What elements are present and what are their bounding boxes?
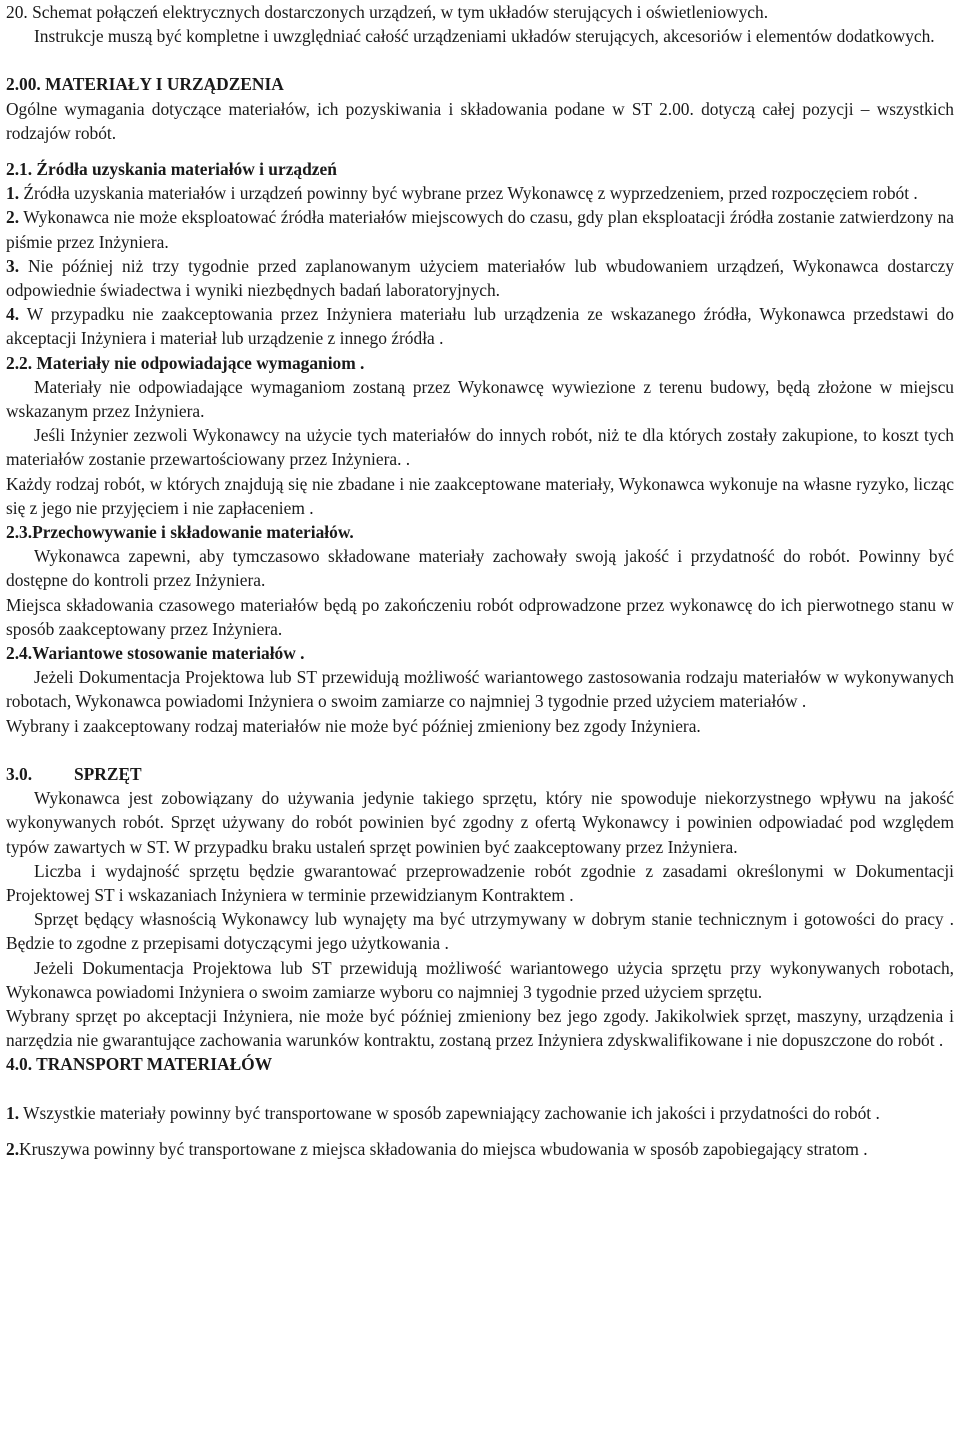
item-text: Wykonawca nie może eksploatować źródła materiałów miejscowych do czasu, gdy plan eksploatacji źródła zostanie zatwierdzony na piśmie przez Inżyniera. [6, 207, 954, 252]
paragraph: Jeśli Inżynier zezwoli Wykonawcy na użycie tych materiałów do innych robót, niż te dla których zostały zakupione, to koszt tych materiałów zostanie przewartościowany przez Inżyniera. . [6, 425, 954, 470]
item-text: Kruszywa powinny być transportowane z miejsca składowania do miejsca wbudowania w sposób zapobiegający stratom . [19, 1138, 868, 1159]
paragraph: Miejsca składowania czasowego materiałów będą po zakończeniu robót odprowadzone przez wykonawcę do ich pierwotnego stanu w sposób zaakceptowany przez Inżyniera. [6, 594, 954, 639]
section-number: 3.0. [6, 763, 33, 784]
paragraph [6, 181, 954, 205]
section-heading-2-3: 2.3.Przechowywanie i składowanie materiałów. [6, 522, 354, 543]
item-number: 2. [6, 207, 20, 228]
item-number: 3. [6, 255, 20, 276]
paragraph: Każdy rodzaj robót, w których znajdują się nie zbadane i nie zaakceptowane materiały, Wykonawca wykonuje na własne ryzyko, licząc się z jego nie przyjęciem i nie zapłaceniem . [6, 473, 954, 518]
paragraph [6, 1101, 954, 1125]
paragraph [6, 254, 954, 302]
item-text: Nie później niż trzy tygodnie przed zaplanowanym użyciem materiałów lub wbudowaniem urządzeń, Wykonawca dostarczy odpowiednie świadectwa i wyniki niezbędnych badań laboratoryjnych. [6, 255, 954, 301]
paragraph: Sprzęt będący własnością Wykonawcy lub wynajęty ma być utrzymywany w dobrym stanie technicznym i gotowości do pracy . Będzie to zgodne z przepisami dotyczącymi jego użytkowania . [6, 909, 954, 954]
paragraph: Wybrany i zaakceptowany rodzaj materiałów nie może być później zmieniony bez zgody Inżyniera. [6, 715, 701, 736]
item-number: 20. [6, 2, 28, 22]
item-number: 1. [6, 1102, 20, 1123]
paragraph: Materiały nie odpowiadające wymaganiom zostaną przez Wykonawcę wywiezione z terenu budowy, będą złożone w miejscu wskazanym przez Inżyniera. [6, 376, 954, 422]
section-title: SPRZĘT [74, 763, 142, 784]
item-text: W przypadku nie zaakceptowania przez Inżyniera materiału lub urządzenia ze wskazanego źródła, Wykonawca przedstawi do akceptacji Inżyniera i materiał lub urządzenie z innego źródła . [6, 304, 954, 349]
list-item-20 [6, 0, 954, 24]
paragraph: Jeżeli Dokumentacja Projektowa lub ST przewidują możliwość wariantowego użycia sprzętu przy wykonywanych robotach, Wykonawca powiadomi Inżyniera o swoim zamiarze wyboru co najmniej 3 tygodnie przed użyciem sprzętu. [6, 957, 954, 1002]
paragraph: Ogólne wymagania dotyczące materiałów, ich pozyskiwania i składowania podane w ST 2.00. dotyczą całej pozycji – wszystkich rodzajów robót. [6, 98, 954, 143]
item-number: 2. [6, 1138, 20, 1159]
section-heading-4-0: 4.0. TRANSPORT MATERIAŁÓW [6, 1054, 273, 1075]
paragraph [6, 302, 954, 350]
item-text: Schemat połączeń elektrycznych dostarczonych urządzeń, w tym układów sterujących i oświetleniowych. [32, 2, 769, 22]
section-heading-2-4: 2.4.Wariantowe stosowanie materiałów . [6, 643, 305, 664]
item-number: 4. [6, 304, 20, 325]
section-heading-2-1: 2.1. Źródła uzyskania materiałów i urządzeń [6, 159, 337, 180]
item-text: Źródła uzyskania materiałów i urządzeń powinny być wybrane przez Wykonawcę z wyprzedzeniem, przed rozpoczęciem robót . [23, 183, 918, 204]
section-heading-2-2: 2.2. Materiały nie odpowiadające wymaganiom . [6, 352, 365, 373]
paragraph: Wybrany sprzęt po akceptacji Inżyniera, nie może być później zmieniony bez jego zgody. Jakikolwiek sprzęt, maszyny, urządzenia i narzędzia nie gwarantujące zachowania warunków kontraktu, zostaną przez Inżyniera zdyskwalifikowane i nie dopuszczone do robót . [6, 1005, 954, 1051]
section-heading-3-0 [6, 762, 954, 786]
paragraph: Wykonawca zapewni, aby tymczasowo składowane materiały zachowały swoją jakość i przydatność do robót. Powinny być dostępne do kontroli przez Inżyniera. [6, 546, 954, 591]
paragraph: Jeżeli Dokumentacja Projektowa lub ST przewidują możliwość wariantowego zastosowania rodzaju materiałów w wykonywanych robotach, Wykonawca powiadomi Inżyniera o swoim zamiarze co najmniej 3 tygodnie przed użyciem materiałów . [6, 667, 954, 712]
section-heading-2-00: 2.00. MATERIAŁY I URZĄDZENIA [6, 74, 284, 95]
item-text: Wszystkie materiały powinny być transportowane w sposób zapewniający zachowanie ich jakości i przydatności do robót . [23, 1102, 880, 1123]
paragraph [6, 205, 954, 253]
paragraph: Liczba i wydajność sprzętu będzie gwarantować przeprowadzenie robót zgodnie z zasadami określonymi w Dokumentacji Projektowej ST i wskazaniach Inżyniera w terminie przewidzianym Kontraktem . [6, 860, 954, 905]
item-number: 1. [6, 183, 20, 204]
paragraph [6, 1137, 954, 1161]
paragraph: Instrukcje muszą być kompletne i uwzględniać całość urządzeniami układów sterujących, akcesoriów i elementów dodatkowych. [34, 26, 935, 47]
paragraph: Wykonawca jest zobowiązany do używania jedynie takiego sprzętu, który nie spowoduje niekorzystnego wpływu na jakość wykonywanych robót. Sprzęt używany do robót powinien być zgodny z ofertą Wykonawcy i powinien odpowiadać pod względem typów zawartych w ST. W przypadku braku ustaleń sprzęt powinien być zaakceptowany przez Inżyniera. [6, 788, 954, 857]
